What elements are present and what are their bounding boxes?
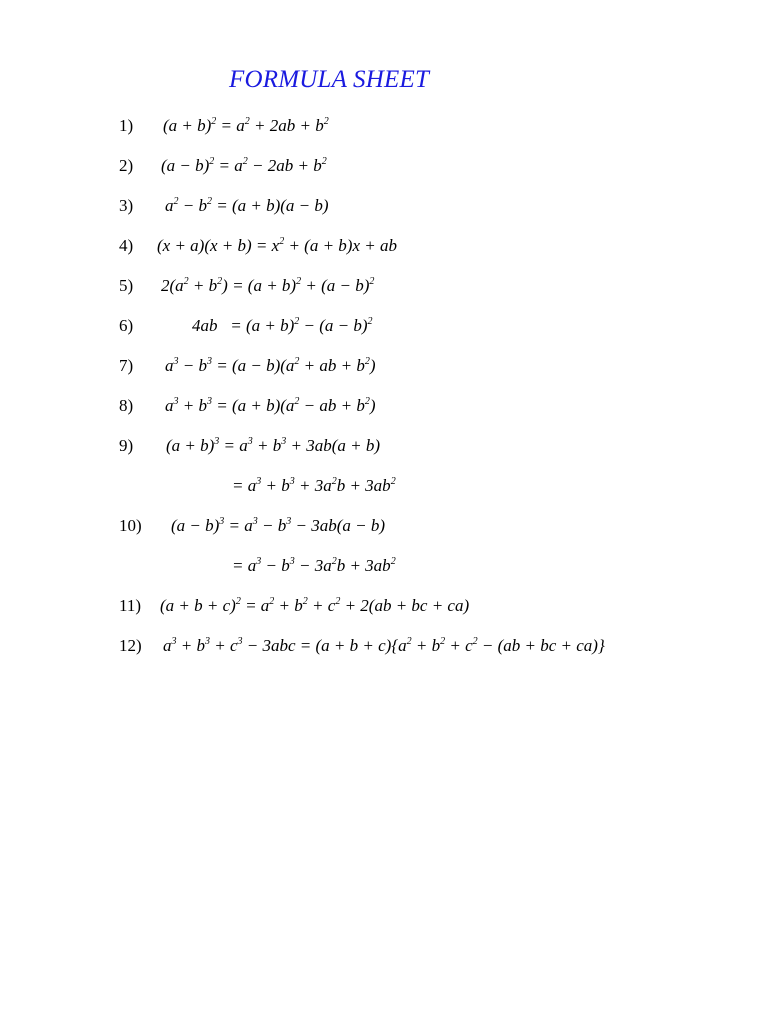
formula-row (0, 156, 768, 186)
formula-row (0, 436, 768, 466)
formula-number: 9) (119, 436, 134, 455)
formula-row (0, 316, 768, 346)
formula-number: 7) (119, 356, 134, 375)
formula-expression: $a^3 + b^3 + c^3 - 3abc = (a + b + c)\{a^2 + b^2 + c^2 - (ab$ + bc + ca)} (163, 636, 605, 655)
formula-row (0, 356, 768, 386)
formula-expression: $(x + a)(x + b) = x^2 + (a + b)x$ + ab (157, 236, 397, 255)
formula-number: 12) (119, 636, 142, 655)
formula-number: 11) (119, 596, 142, 615)
formula-expression: $2(a^2 + b^2) = (a + b)^2 + (a - b)^2$ (161, 276, 375, 295)
formula-row (0, 196, 768, 226)
formula-number: 10) (119, 516, 142, 535)
formula-number: 2) (119, 156, 134, 175)
formula-expression: $a^3 - b^3 = (a - b)(a^2$ + ab + $b^2$) (165, 356, 376, 375)
formula-expression: $(a - b)^3 = a^3 - b^3 - 3ab(a - b)$ (171, 516, 386, 535)
formula-row (0, 276, 768, 306)
formula-expression: = $a^3 + b^3 + 3a^2b + 3ab^2$ (232, 476, 396, 495)
formula-expression: $(a + b + c)^2 = a^2 + b^2 + c^2 + 2(ab$ + bc + ca) (160, 596, 470, 615)
formula-expression: $a^3 + b^3 = (a + b)(a^2$ − ab + $b^2$) (165, 396, 376, 415)
formula-number: 8) (119, 396, 134, 415)
page-title: FORMULA SHEET (229, 66, 430, 93)
formula-row (0, 476, 768, 506)
formula-row (0, 396, 768, 426)
formula-row (0, 516, 768, 546)
formula-row (0, 636, 768, 666)
formula-expression: $4ab = (a + b)^2 - (a - b)^2$ (192, 316, 373, 335)
formula-expression: $(a + b)^2 = a^2 + 2ab + b^2$ (163, 116, 329, 135)
formula-expression: $(a + b)^3 = a^3 + b^3 + 3ab(a + b)$ (166, 436, 381, 455)
formula-expression: = $a^3 - b^3 - 3a^2b + 3ab^2$ (232, 556, 396, 575)
formula-row (0, 236, 768, 266)
formula-expression: $a^2 - b^2 = (a + b)(a - b)$ (165, 196, 329, 215)
formula-row (0, 596, 768, 626)
formula-number: 1) (119, 116, 134, 135)
formula-row (0, 116, 768, 146)
formula-number: 4) (119, 236, 134, 255)
formula-number: 3) (119, 196, 134, 215)
formula-number: 5) (119, 276, 134, 295)
formula-number: 6) (119, 316, 134, 335)
formula-expression: $(a - b)^2 = a^2 - 2ab + b^2$ (161, 156, 327, 175)
formula-row (0, 556, 768, 586)
